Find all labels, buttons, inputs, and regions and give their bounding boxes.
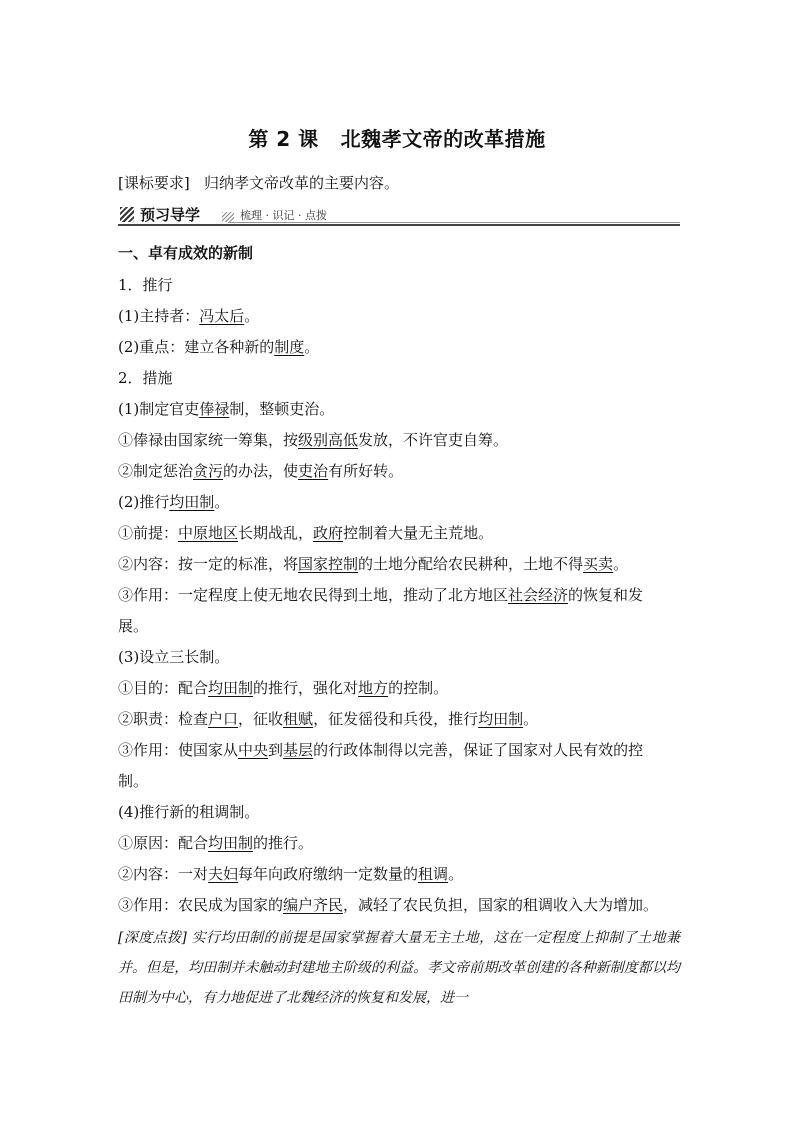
text-span: ，征发徭役和兵役，推行	[313, 710, 479, 728]
text-line	[118, 337, 319, 357]
section-heading: 一、卓有成效的新制	[118, 244, 254, 262]
answer-blank: 均田制	[208, 679, 254, 697]
text-line: 制。	[118, 772, 149, 790]
text-line	[118, 585, 643, 605]
answer-blank: 均田制	[478, 710, 524, 728]
text-span: ①目的：配合	[118, 679, 209, 697]
text-span: 的恢复和发	[568, 586, 644, 604]
answer-blank: 中央	[238, 741, 269, 759]
title-lesson-number: 第 2 课	[248, 127, 319, 151]
text-line: (3)设立三长制。	[118, 648, 230, 666]
requirement-label: [课标要求]	[118, 174, 190, 192]
text-span: ①俸禄由国家统一筹集，按	[118, 431, 299, 449]
answer-blank: 夫妇	[208, 865, 239, 883]
text-line	[118, 430, 508, 450]
text-span: ①前提：	[118, 524, 179, 542]
text-line: (4)推行新的租调制。	[118, 803, 260, 821]
requirement-text: 归纳孝文帝改革的主要内容。	[204, 174, 400, 192]
answer-blank: 地方	[358, 679, 389, 697]
text-line	[118, 523, 493, 543]
text-span: ，减轻了农民负担，国家的租调收入大为增加。	[343, 896, 659, 914]
text-span: (2)重点：建立各种新的	[118, 338, 275, 356]
text-span: ③作用：一定程度上使无地农民得到土地，推动了北方地区	[118, 586, 509, 604]
text-span: ，征收	[238, 710, 284, 728]
text-line	[118, 492, 229, 512]
text-span: ③作用：农民成为国家的	[118, 896, 284, 914]
text-line	[118, 399, 334, 419]
answer-blank: 编户齐民	[283, 896, 344, 914]
text-line	[118, 461, 403, 481]
text-line: 展。	[118, 617, 149, 635]
answer-blank: 社会经济	[508, 586, 569, 604]
text-span: 的推行，强化对	[253, 679, 359, 697]
answer-blank: 级别高低	[298, 431, 359, 449]
text-span: 。	[304, 338, 320, 356]
text-span: 。	[214, 493, 230, 511]
text-span: 的控制。	[388, 679, 449, 697]
answer-blank: 均田制	[169, 493, 215, 511]
banner-title: 预习导学	[140, 206, 201, 224]
text-span: ①原因：配合	[118, 834, 209, 852]
answer-blank: 户口	[208, 710, 239, 728]
text-span: ②制定惩治	[118, 462, 194, 480]
answer-blank: 冯太后	[199, 307, 245, 325]
deep-insight-paragraph	[118, 923, 680, 1013]
text-span: 的办法，使	[223, 462, 299, 480]
text-span: 长期战乱，	[238, 524, 314, 542]
banner-subtitle: 梳理 · 识记 · 点拨	[240, 209, 327, 222]
text-line: 2．措施	[118, 369, 173, 387]
banner-stripe-icon	[120, 207, 134, 222]
deep-insight-label: [深度点拨]	[118, 930, 187, 946]
text-line	[118, 864, 463, 884]
text-span: 。	[244, 307, 260, 325]
text-line	[118, 678, 448, 698]
text-span: 的土地分配给农民耕种，土地不得	[358, 555, 584, 573]
text-span: 发放，不许官吏自筹。	[358, 431, 509, 449]
text-span: 每年向政府缴纳一定数量的	[238, 865, 419, 883]
text-span: ②内容：按一定的标准，将	[118, 555, 299, 573]
section-banner	[118, 204, 680, 226]
text-span: (1)制定官吏	[118, 400, 200, 418]
text-span: ②内容：一对	[118, 865, 209, 883]
curriculum-requirement	[118, 173, 399, 193]
text-span: ②职责：检查	[118, 710, 209, 728]
text-line	[118, 709, 538, 729]
answer-blank: 制度	[274, 338, 305, 356]
answer-blank: 吏治	[298, 462, 329, 480]
text-span: 有所好转。	[328, 462, 404, 480]
page-title	[0, 123, 794, 152]
banner-rule	[118, 224, 680, 226]
title-lesson-name: 北魏孝文帝的改革措施	[340, 127, 546, 151]
text-span: 。	[523, 710, 539, 728]
answer-blank: 俸禄	[199, 400, 230, 418]
answer-blank: 租赋	[283, 710, 314, 728]
banner-small-stripe-icon	[222, 212, 234, 222]
text-span: ③作用：使国家从	[118, 741, 239, 759]
text-line	[118, 740, 643, 760]
text-span: (1)主持者：	[118, 307, 200, 325]
text-line	[118, 554, 628, 574]
answer-blank: 中原地区	[178, 524, 239, 542]
text-line	[118, 306, 259, 326]
text-span: 的行政体制得以完善，保证了国家对人民有效的控	[313, 741, 644, 759]
answer-blank: 贪污	[193, 462, 224, 480]
text-span: 到	[268, 741, 284, 759]
text-span: 。	[448, 865, 464, 883]
banner-thin-rule	[228, 222, 680, 223]
answer-blank: 政府	[313, 524, 344, 542]
answer-blank: 均田制	[208, 834, 254, 852]
text-span: 的推行。	[253, 834, 314, 852]
text-span: 。	[613, 555, 629, 573]
answer-blank: 基层	[283, 741, 314, 759]
text-line: 1．推行	[118, 276, 173, 294]
answer-blank: 租调	[418, 865, 449, 883]
text-span: (2)推行	[118, 493, 170, 511]
text-line	[118, 833, 313, 853]
text-span: 控制着大量无主荒地。	[343, 524, 494, 542]
deep-insight-text: 实行均田制的前提是国家掌握着大量无主土地，这在一定程度上抑制了土地兼并。但是，均田制并未触动封建地主阶级的利益。孝文帝前期改革创建的各种新制度都以均田制为中心，有力地促进了北魏经济的恢复和发展，进一	[118, 930, 680, 1006]
answer-blank: 国家控制	[298, 555, 359, 573]
text-line	[118, 895, 658, 915]
answer-blank: 买卖	[583, 555, 614, 573]
text-span: 制，整顿吏治。	[229, 400, 335, 418]
